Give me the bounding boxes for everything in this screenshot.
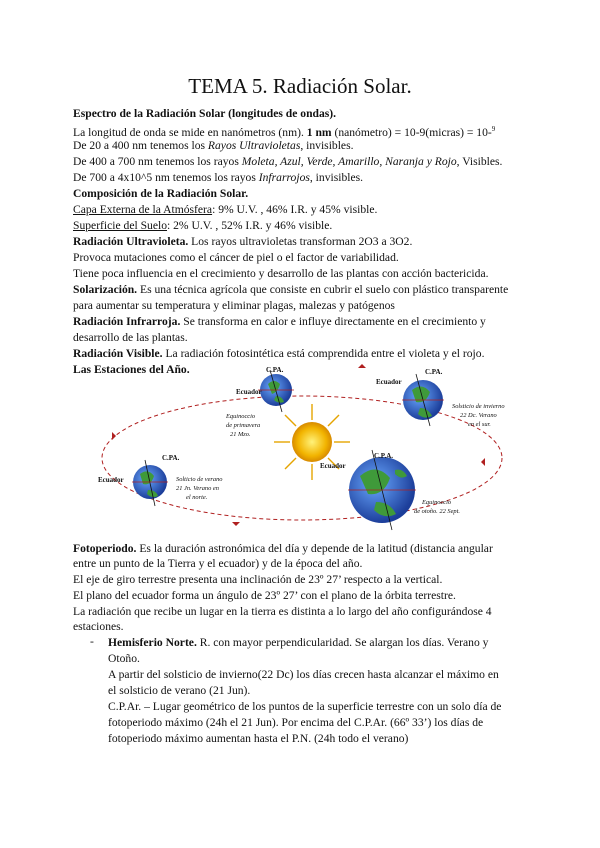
ir-line-2: desarrollo de las plantas. — [73, 331, 188, 344]
label-winter-2: 22 Dc. Verano — [460, 412, 497, 419]
uv-line-2: Provoca mutaciones como el cáncer de piel o el factor de variabilidad. — [73, 251, 399, 264]
north-line-3: A partir del solsticio de invierno(22 Dc) los días crecen hasta alcanzar el máximo en — [108, 668, 499, 681]
spectrum-line-2 — [73, 138, 353, 153]
text: Se transforma en calor e influye directamente en el crecimiento y — [180, 315, 486, 328]
photo-heading: Fotoperiodo. — [73, 542, 137, 555]
photo-line-2: entre un punto de la Tierra y el ecuador) y de la época del año. — [73, 557, 363, 570]
text: La longitud de onda se mide en nanómetros (nm). — [73, 125, 307, 139]
uv-heading: Radiación Ultravioleta. — [73, 235, 189, 248]
text: 1 nm — [306, 125, 332, 139]
label-cpa-winter: C.PA. — [425, 368, 443, 376]
north-heading: Hemisferio Norte. — [108, 636, 197, 649]
north-line-7: fotoperiodo máximo aumentan hasta el P.N. (24h todo el verano) — [108, 732, 409, 745]
photo-line-5: La radiación que recibe un lugar en la tierra es distinta a lo largo del año configurándose 4 — [73, 605, 492, 618]
label-summer-3: el norte. — [186, 494, 208, 501]
solar-line-2: para aumentar su temperatura y eliminar plagas, malezas y patógenos — [73, 299, 395, 312]
north-line-5: C.P.Ar. – Lugar geométrico de los puntos de la superficie terrestre con un solo día de — [108, 700, 502, 713]
text: Infrarrojos — [258, 171, 310, 184]
earth-spring-icon — [258, 370, 294, 412]
text: , invisibles. — [300, 139, 354, 152]
photo-line-6: estaciones. — [73, 620, 124, 633]
bullet-dash: - — [90, 635, 94, 648]
label-ecuador-autumn: Ecuador — [320, 462, 346, 470]
text: (nanómetro) = 10-9(micras) = 10- — [331, 125, 492, 139]
orbit-arrow-icon — [481, 458, 485, 466]
photo-line-1 — [73, 541, 493, 556]
text: , Visibles. — [456, 155, 503, 168]
text: , invisibles. — [309, 171, 364, 184]
orbit-arrow-icon — [358, 364, 366, 368]
label-ecuador-winter: Ecuador — [376, 378, 402, 386]
text: Rayos Ultravioletas — [207, 139, 301, 152]
label-autumn-1: Equinoccio — [422, 499, 452, 506]
text: Moleta, Azul, Verde, Amarillo, Naranja y Rojo — [241, 155, 457, 168]
spectrum-line-4 — [73, 170, 363, 185]
seasons-diagram — [90, 360, 505, 538]
label-winter-3: en el sur. — [468, 421, 491, 428]
text: La radiación fotosintética está comprendida entre el violeta y el rojo. — [162, 347, 485, 360]
composition-line-2 — [73, 218, 332, 233]
label-autumn-2: de otoño. 22 Sept. — [414, 508, 460, 515]
earth-summer-icon — [132, 460, 168, 506]
visible-line-1 — [73, 346, 484, 361]
photo-line-4: El plano del ecuador forma un ángulo de 23º 27’ con el plano de la órbita terrestre. — [73, 589, 456, 602]
uv-line-1 — [73, 234, 412, 249]
text: Es la duración astronómica del día y depende de la latitud (distancia angular — [136, 542, 493, 555]
ir-line-1 — [73, 314, 486, 329]
text: : 2% U.V. , 52% I.R. y 46% visible. — [167, 219, 333, 232]
seasons-heading: Las Estaciones del Año. — [73, 363, 190, 376]
north-line-6: fotoperiodo máximo (24h el 21 Jun). Por encima del C.P.Ar. (66º 33’) los días de — [108, 716, 484, 729]
solar-line-1 — [73, 282, 508, 297]
superscript: 9 — [491, 125, 496, 133]
orbit-arrow-icon — [112, 432, 116, 440]
text: Los rayos ultravioletas transforman 2O3 a 3O2. — [188, 235, 413, 248]
label-cpa-summer: C.PA. — [162, 454, 180, 462]
label-spring-1: Equinoccio — [226, 413, 256, 420]
text: De 400 a 700 nm tenemos los rayos — [73, 155, 242, 168]
text: De 700 a 4x10^5 nm tenemos los rayos — [73, 171, 259, 184]
north-line-4: el solsticio de verano (21 Jun). — [108, 684, 251, 697]
text: : 9% U.V. , 46% I.R. y 45% visible. — [212, 203, 378, 216]
text: R. con mayor perpendicularidad. Se alargan los días. Verano y — [196, 636, 489, 649]
text: De 20 a 400 nm tenemos los — [73, 139, 208, 152]
solar-heading: Solarización. — [73, 283, 138, 296]
earth-winter-icon — [402, 374, 444, 426]
label-cpa-spring: C.PA. — [266, 366, 284, 374]
ir-heading: Radiación Infrarroja. — [73, 315, 181, 328]
text: Superficie del Suelo — [73, 219, 168, 232]
spectrum-heading: Espectro de la Radiación Solar (longitudes de ondas). — [73, 107, 337, 120]
composition-line-1 — [73, 202, 377, 217]
label-ecuador-summer: Ecuador — [98, 476, 124, 484]
label-spring-2: de primavera — [226, 422, 261, 429]
north-line-1 — [108, 635, 488, 650]
label-summer-1: Solticio de verano — [176, 476, 223, 483]
label-spring-3: 21 Mzo. — [230, 431, 251, 438]
text: Capa Externa de la Atmósfera — [73, 203, 213, 216]
north-line-2: Otoño. — [108, 652, 140, 665]
label-cpa-autumn: C.P.A. — [374, 452, 393, 460]
label-ecuador-spring: Ecuador — [236, 388, 262, 396]
uv-line-3: Tiene poca influencia en el crecimiento y desarrollo de las plantas con acción bactericida. — [73, 267, 489, 280]
visible-heading: Radiación Visible. — [73, 347, 163, 360]
label-winter-1: Solsticio de invierno — [452, 403, 505, 410]
label-summer-2: 21 Jn. Verano en — [176, 485, 219, 492]
orbit-arrow-icon — [232, 522, 240, 526]
spectrum-line-3 — [73, 154, 502, 169]
photo-line-3: El eje de giro terrestre presenta una inclinación de 23º 27’ respecto a la vertical. — [73, 573, 443, 586]
composition-heading: Composición de la Radiación Solar. — [73, 187, 249, 200]
page-title: TEMA 5. Radiación Solar. — [188, 74, 412, 98]
text: Es una técnica agrícola que consiste en cubrir el suelo con plástico transparente — [137, 283, 509, 296]
